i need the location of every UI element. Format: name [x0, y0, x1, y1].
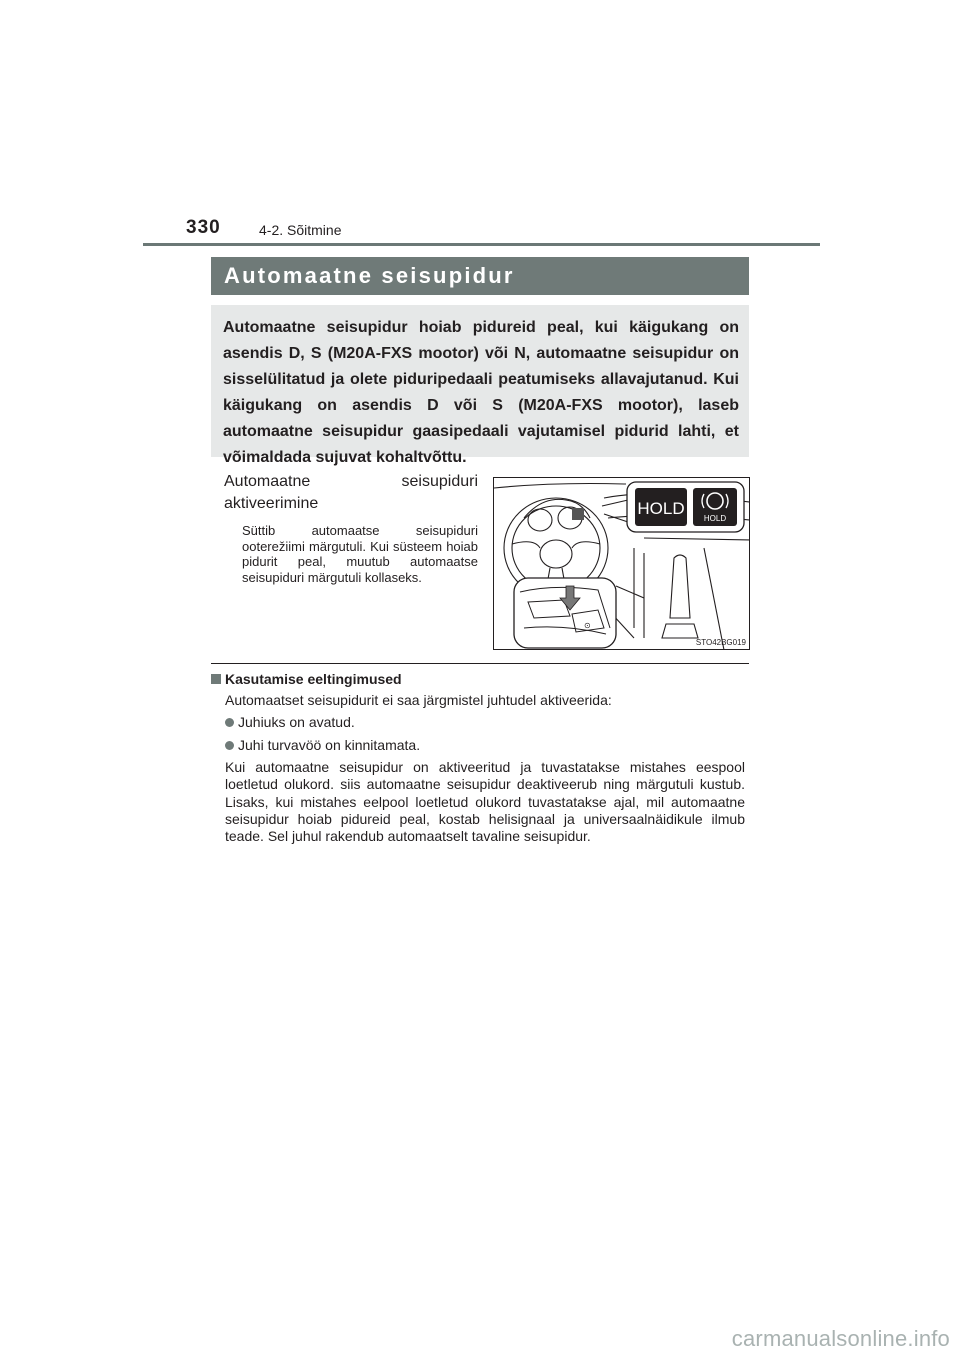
hold-icon-label: HOLD — [703, 514, 727, 523]
list-item — [225, 714, 355, 730]
square-marker-icon — [211, 674, 221, 684]
conditions-intro: Automaatset seisupidurit ei saa järgmistel juhtudel aktiveerida: — [225, 692, 612, 708]
activation-heading-line1: Automaatne seisupiduri — [224, 473, 478, 490]
bullet-icon — [225, 718, 234, 727]
section-reference: 4-2. Sõitmine — [259, 222, 342, 238]
dashboard-drawing — [494, 478, 750, 650]
svg-text:⊙: ⊙ — [584, 621, 591, 630]
activation-heading-line2: aktiveerimine — [224, 495, 319, 512]
intro-box — [211, 305, 749, 466]
hold-indicator-text: HOLD — [637, 499, 685, 518]
conditions-paragraph: Kui automaatne seisupidur on aktiveeritud ja tuvastatakse mistahes eespool loetletud olukord. siis automaatne seisupidur deaktiveerub ning märgutuli kustub. Lisaks, kui mistahes eelpool loetletud olukord tuvastatakse ajal, mil automaatne seisupidur hoiab pidureid peal, kostab helisignaal ja universaalnäidikule ilmub teade. Sel juhul rakendub automaatselt tavaline seisupidur. — [225, 759, 745, 845]
watermark: carmanualsonline.info — [731, 1326, 950, 1351]
page-number: 330 — [186, 217, 221, 238]
list-item-text: Juhi turvavöö on kinnitamata. — [238, 737, 421, 753]
list-item-text: Juhiuks on avatud. — [238, 714, 355, 730]
activation-heading — [224, 471, 478, 515]
dashboard-illustration — [493, 477, 750, 650]
bullet-icon — [225, 741, 234, 750]
conditions-heading-text: Kasutamise eeltingimused — [225, 671, 402, 687]
header-rule — [143, 243, 820, 246]
activation-description: Süttib automaatse seisupiduri ooterežiimi märgutuli. Kui süsteem hoiab pidurit peal, muutub automaatse seisupiduri märgutuli kollaseks. — [242, 523, 478, 585]
section-title-bar — [211, 257, 749, 295]
section-divider — [211, 663, 749, 664]
section-title: Automaatne seisupidur — [224, 263, 515, 288]
figure-code: STO42BG019 — [695, 638, 746, 647]
intro-text: Automaatne seisupidur hoiab pidureid peal, kui käigukang on asendis D, S (M20A-FXS mootor) või N, automaatne seisupidur on sisselülitatud ja olete piduripedaali peatumiseks allavajutanud. Kui käigukang on asendis D või S (M20A-FXS mootor), laseb automaatne seisupidur gaasipedaali vajutamisel pidurid lahti, et võimaldada sujuvat kohaltvõttu. — [223, 319, 739, 466]
conditions-heading — [211, 671, 402, 687]
list-item — [225, 737, 420, 753]
